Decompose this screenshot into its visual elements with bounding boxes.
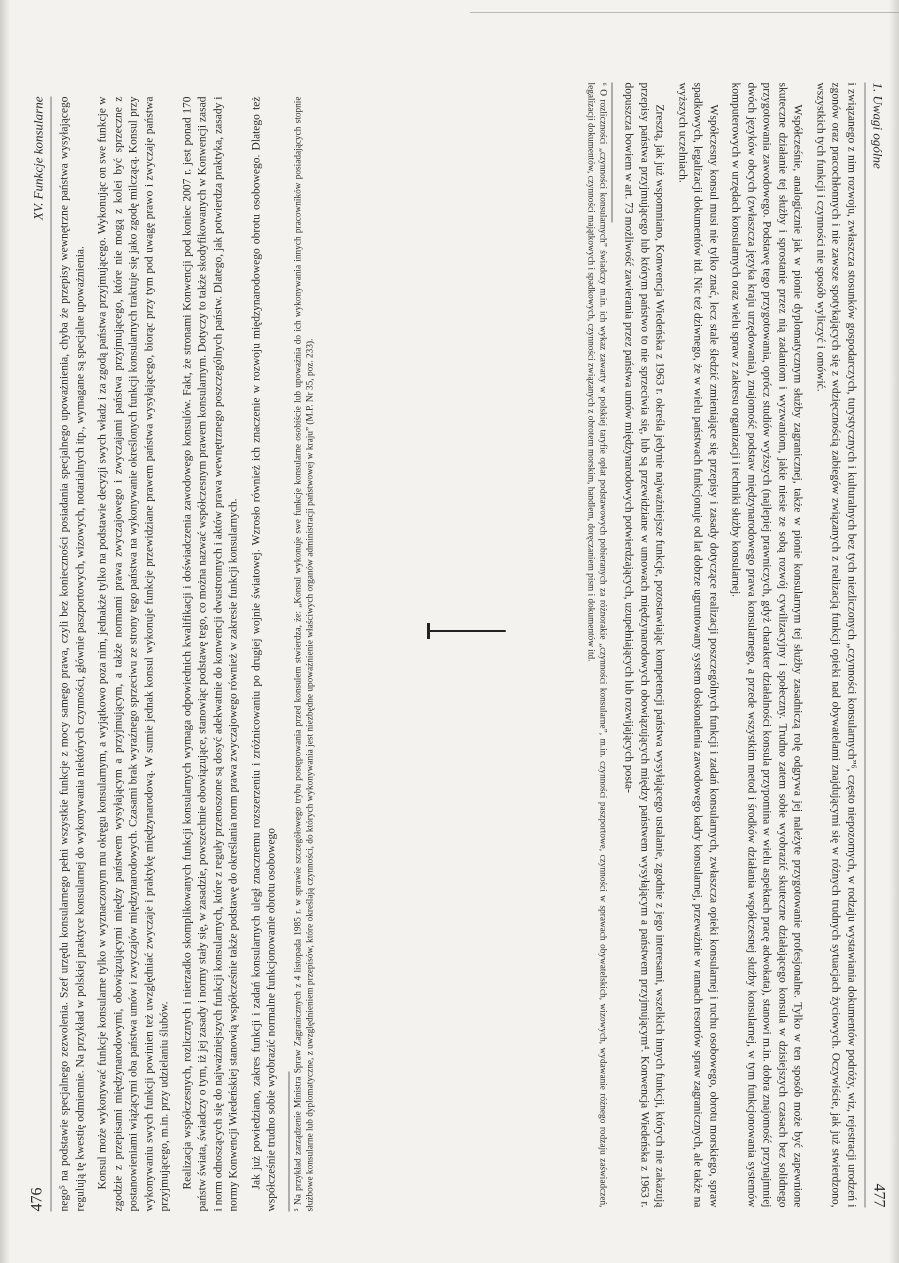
right-paragraph-2: Współcześnie, analogicznie jak w pionie dyplomatycznym służby zagranicznej, także w pionie konsularnym tej służby zasadniczą rolę odgrywa jej należyte przygotowanie profesjonalne. Tylko w ten sposób może być zapewnione skuteczne działanie tej służby i sprostanie przez nią zadaniom i wyzwaniom, jakie niesie ze sobą rozwój cywilizacyjny i społeczny. Trudno zatem sobie wyobrazić skuteczne działającego konsula w dzisiejszych czasach bez solidnego przygotowania zawodowego. Podstawę tego przygotowania, oprócz studiów wyższych (najlepiej prawniczych, gdyż charakter działalności konsula przypomina w wielu aspektach pracę adwokata), stanowi m.in. dobra znajomość przynajmniej dwóch języków obcych (zwłaszcza języka kraju urzędowania), znajomość podstaw międzynarodowego prawa konsularnego, a przede wszystkim metod i środków działania współczesnej służby konsularnej, w tym funkcjonowania systemów komputerowych w urzędach konsularnych oraz wielu spraw z zakresu organizacji i techniki służby konsularnej. xyxy=(729,82,804,1207)
left-paragraph-4: Jak już powiedziano, zakres funkcji i zadań konsularnych uległ znacznemu rozszerzeniu i zróżnicowaniu po drugiej wojnie światowej. Wzrosło również ich znaczenie w rozwoju międzynarodowego obrotu osobowego. Dlatego też współcześnie trudno sobie wyobrazić normalne funkcjonowanie obrotu osobowego xyxy=(249,96,278,1211)
right-paragraph-1: i związanego z nim rozwoju, zwłaszcza stosunków gospodarczych, turystycznych i kulturalnych bez tych niezliczonych „czynności konsularnych”⁶, często niepozornych, w rodzaju wystawiania dokumentów podróży, wiz, rejestracji urodzeń i zgonów oraz pracochłonnych i nie zawsze spotykających się z wdzięcznością zabiegów związanych z realizacją funkcji opieki nad obywatelami znajdującymi się w różnych trudnych sytuacjach życiowych. Oczywiście, jak już stwierdzono, wszystkich tych funkcji i czynności nie sposób wyliczyć i omówić. xyxy=(813,82,857,1207)
left-running-title: XV. Funkcje konsularne xyxy=(30,96,45,220)
left-paragraph-1: nego⁵ na podstawie specjalnego zezwolenia. Szef urzędu konsularnego pełni wszystkie funkcje z mocy samego prawa, czyli bez konieczności posiadania specjalnego upoważnienia, chyba że przepisy wewnętrzne państwa wysyłającego regulują tę kwestię odmiennie. Na przykład w polskiej praktyce konsularnej do wykonywania niektórych czynności, głównie paszportowych, wizowych, notarialnych itp., wymagane są specjalne upoważnienia. xyxy=(58,96,86,1211)
left-page xyxy=(22,56,467,1251)
right-body-text xyxy=(583,82,858,1207)
left-page-number: 476 xyxy=(28,1187,45,1211)
right-footnote: ⁶ O rozliczności „czynności konsularnych” świadczy m.in. ich wykaz zawarty w polskiej taryfie opłat podstawowych pobieranych za różnorakie „czynności konsularne”, m.in. czynności paszportowe, czynności w sprawach obywatelskich, wizowych, wydawanie różnego rodzaju zaświadczeń, legalizacji dokumentów, czynności majątkowych i spadkowych, czynności związanych z obrotem morskim, handlem, doręczaniem pism i dokumentów itd. xyxy=(584,82,607,1207)
left-running-head xyxy=(28,96,51,1211)
top-scan-rule xyxy=(470,12,899,13)
right-running-title: 1. Uwagi ogólne xyxy=(870,82,885,169)
left-scan-edge xyxy=(0,0,10,1263)
right-paragraph-3: Współczesny konsul musi nie tylko znać, lecz stale śledzić zmieniające się przepisy i zasady dotyczące realizacji poszczególnych funkcji i zadań konsularnych, zwłaszcza opieki konsularnej i ruchu osobowego, obrotu morskiego, spraw spadkowych, legalizacji dokumentów itd. Nic też dziwnego, że w wielu państwach funkcjonuje od lat dobrze ugruntowany system doskonalenia zawodowego kadry konsularnej, przeważnie w ramach resortów spraw zagranicznych, ale także na wyższych uczelniach. xyxy=(675,82,719,1207)
right-page xyxy=(448,42,893,1247)
left-page-area xyxy=(22,56,467,1251)
left-paragraph-3: Realizacja współczesnych, rozlicznych i nierzadko skomplikowanych funkcji konsularnych wymaga odpowiednich kwalifikacji i doświadczenia zawodowego konsulów. Fakt, że stronami Konwencji pod koniec 2007 r. jest ponad 170 państw świata, świadczy o tym, iż jej zasady i normy stały się, w zasadzie, powszechnie obowiązujące, stanowiąc podstawę tego, co można nazwać współczesnym prawem konsularnym. Dotyczy to także skodyfikowanych w Konwencji zasad i norm odnoszących się do najważniejszych funkcji konsularnych, które z reguły przenoszone są dosyć adekwatnie do konwencji dwustronnych i aktów prawa wewnętrznego poszczególnych państw. Dlatego, jak potwierdza praktyka, zasady i normy Konwencji Wiedeńskiej stanowią współcześnie także podstawę do określania norm prawa zwyczajowego również w zakresie funkcji konsularnych. xyxy=(180,96,240,1211)
right-footnote-rule xyxy=(611,82,612,222)
right-page-area xyxy=(448,42,893,1247)
right-running-head xyxy=(864,82,887,1207)
left-footnote: ⁵ Na przykład zarządzenie Ministra Spraw Zagranicznych z 4 listopada 1985 r. w sprawie szczegółowego trybu postępowania przed konsulem stwierdza, że: „Konsul wykonuje swe funkcje konsularne osobiście lub upoważnia do ich wykonywania innych pracowników posiadających stopnie służbowe konsularne lub dyplomatyczne, z uwzględnieniem przepisów, które określają czynności, do których wykonywania jest niezbędne upoważnienie właściwych organów administracji państwowej w kraju” (M.P. Nr 35, poz. 233). xyxy=(292,96,315,1211)
left-footnote-rule xyxy=(288,1071,289,1211)
right-paragraph-4: Zresztą, jak już wspomniano, Konwencja Wiedeńska z 1963 r. określa jedynie najważniejsze funkcje, pozostawiając kompetencji państwa wysyłającego ustalanie, zgodnie z jego interesami, wszelkich innych funkcji, których nie zakazują przepisy państwa przyjmującego lub którym państwo to nie sprzeciwia się, lub są przewidziane w umowach międzynarodowych obowiązujących między państwem wysyłającym a państwem przyjmującym⁴. Konwencja Wiedeńska z 1963 r. dopuszcza bowiem w art. 73 możliwość zawierania przez państwa umów międzynarodowych potwierdzających, uzupełniających lub rozwijających posta- xyxy=(622,82,666,1207)
left-paragraph-2: Konsul może wykonywać funkcje konsularne tylko w wyznaczonym mu okręgu konsularnym, a wyjątkowo poza nim, jednakże tylko na podstawie decyzji swych władz i za zgodą państwa przyjmującego. Wykonując on swe funkcje w zgodzie z przepisami międzynarodowymi, obowiązującymi między państwem wysyłającym a przyjmującym, a także normami prawa zwyczajowego i zwyczajami państwa przyjmującego, które nie mogą z kolei być sprzeczne z postanowieniami wiążącymi oba państwa umów i zwyczajów międzynarodowych. Czasami brak wyraźnego sprzeciwu ze strony tego państwa na wykonywanie określonych funkcji konsularnych traktuje się jako zgodę milczącą. Konsul przy wykonywaniu swych funkcji powinien też uwzględniać zwyczaje i praktykę międzynarodową. W sumie jednak konsul wykonuje funkcje przewidziane prawem państwa wysyłającego, biorąc przy tym pod uwagę prawo i zwyczaje państwa przyjmującego, m.in. przy udzielaniu ślubów. xyxy=(96,96,171,1211)
right-page-number: 477 xyxy=(870,1183,887,1207)
left-body-text xyxy=(57,96,316,1211)
